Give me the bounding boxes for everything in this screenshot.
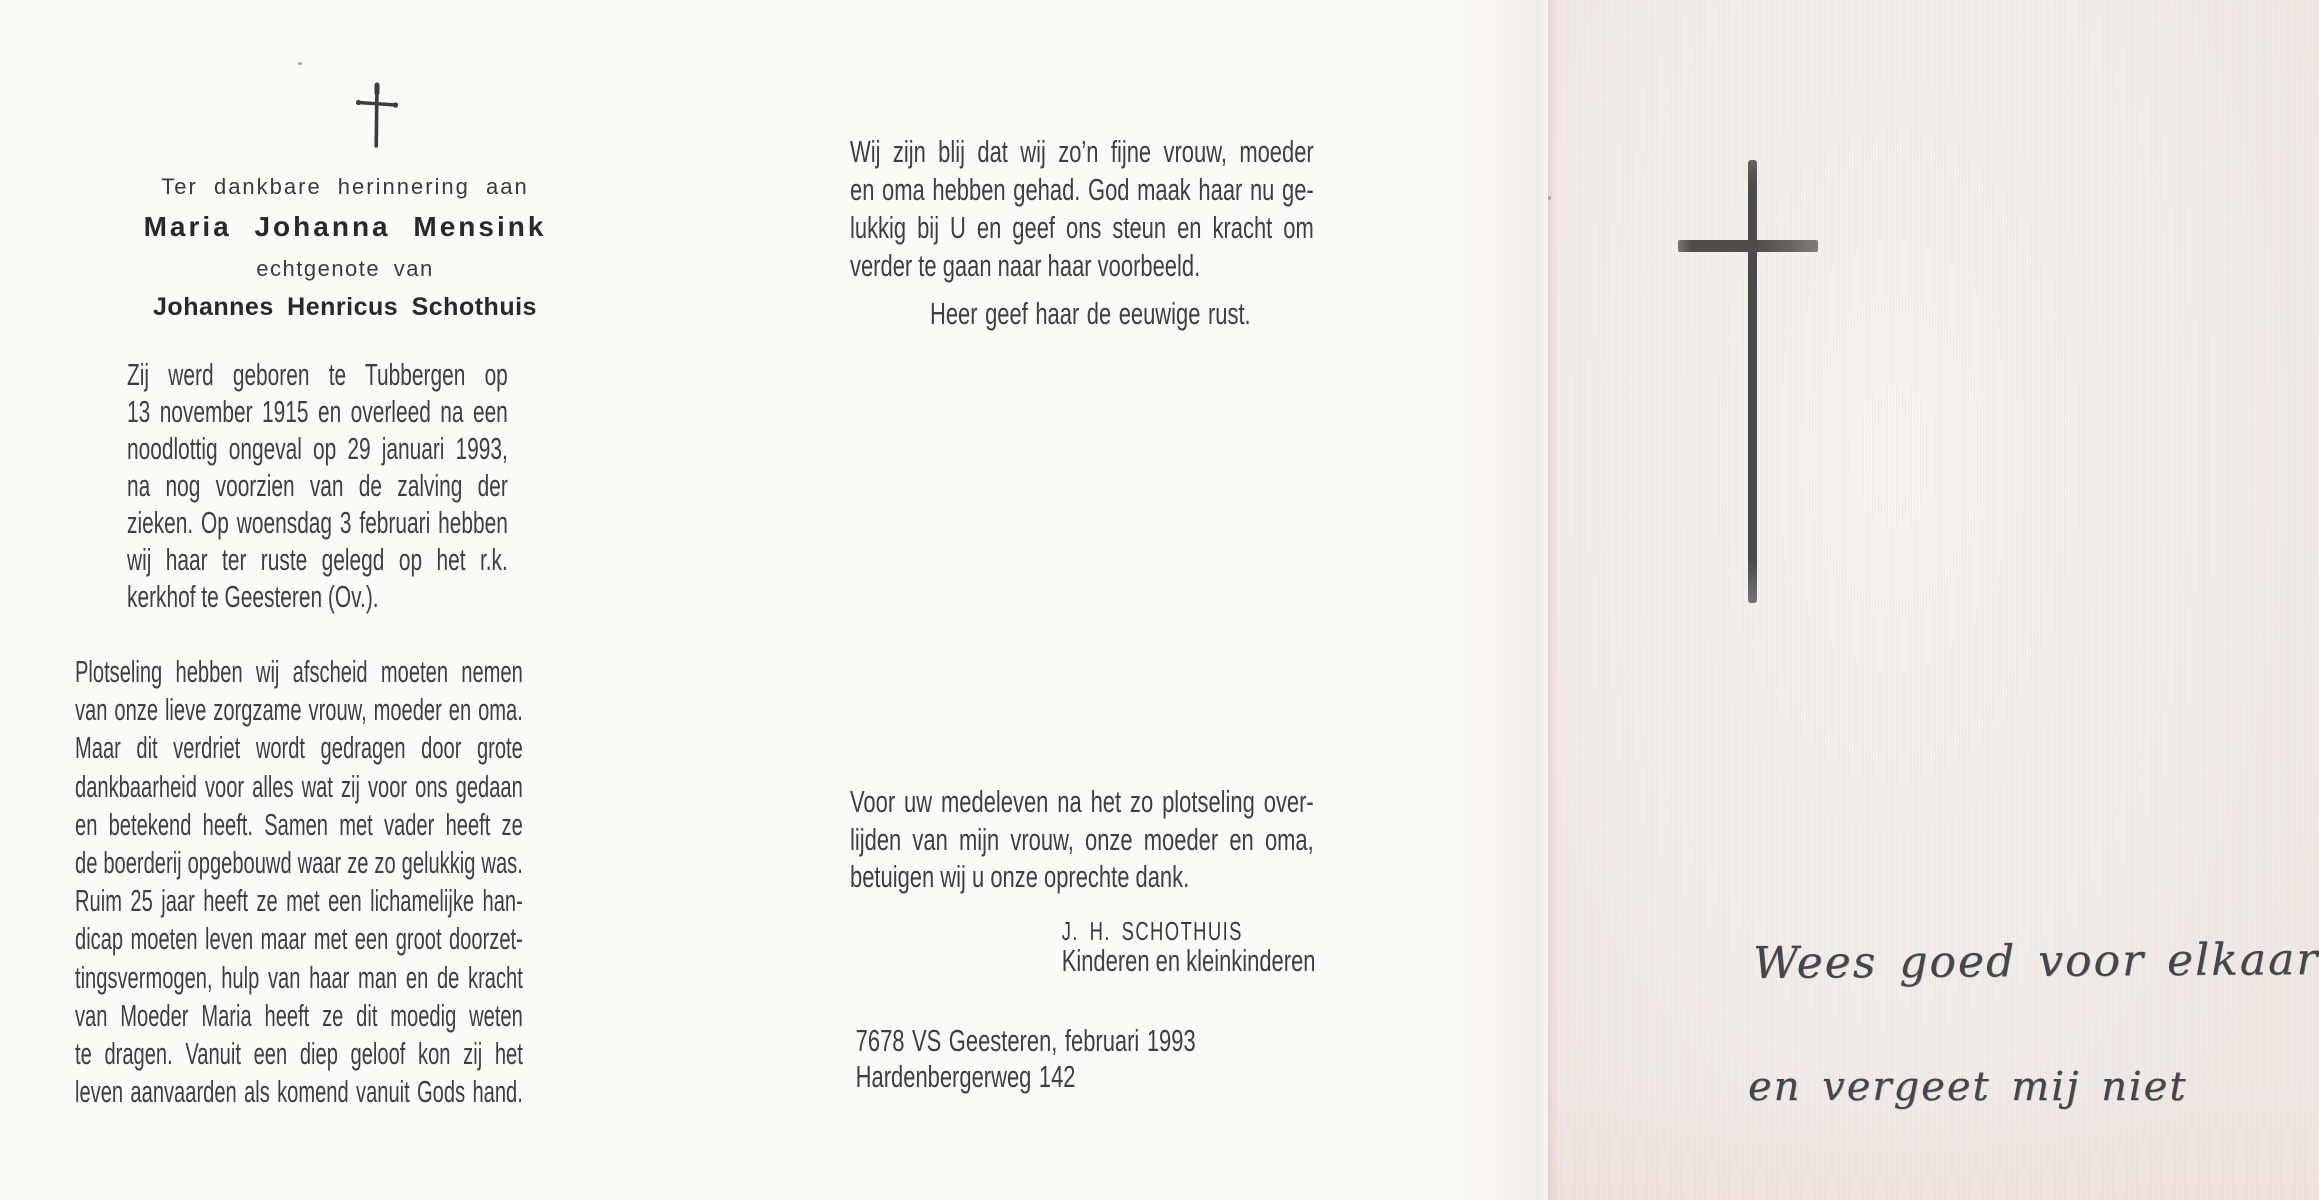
dust-speck: [1548, 196, 1551, 200]
thanks-paragraph: Voor uw medeleven na het zo plotseling over- lijden van mijn vrouw, onze moeder en oma, betuigen wij u onze oprechte dank.: [850, 784, 1314, 895]
middle-column: [850, 0, 1314, 1200]
cross-horizontal-bar: [1678, 240, 1818, 252]
motto-line-1: Wees goed voor elkaar: [1752, 934, 2319, 989]
cross-vertical-bar: [1748, 160, 1757, 603]
dust-speck: [298, 62, 302, 65]
memorial-intro-label: Ter dankbare herinnering aan: [161, 174, 529, 199]
spouse-name: Johannes Henricus Schothuis: [153, 293, 537, 321]
relation-label: echtgenote van: [256, 256, 434, 281]
gratitude-paragraph: Wij zijn blij dat wij zo’n fijne vrouw, moeder en oma hebben gehad. God maak haar nu ge- lukkig bij U en geef ons steun en kracht om verder te gaan naar haar voorbeeld.: [850, 134, 1314, 283]
signature-family: Kinderen en kleinkinderen: [1061, 943, 1316, 978]
address-line-1: 7678 VS Geesteren, februari 1993: [855, 1023, 1196, 1058]
prayer-line: Heer geef haar de eeuwige rust.: [930, 296, 1251, 331]
biography-paragraph: Zij werd geboren te Tubbergen op 13 november 1915 en overleed na een noodlottig ongeval op 29 januari 1993, na nog voorzien van de zalving der zieken. Op woensdag 3 februari hebben wij haar ter ruste gelegd op het r.k. kerkhof te Geesteren (Ov.).: [127, 357, 508, 614]
address-line-2: Hardenbergerweg 142: [855, 1059, 1076, 1094]
tribute-paragraph: Plotseling hebben wij afscheid moeten nemen van onze lieve zorgzame vrouw, moeder en oma. Maar dit verdriet wordt gedragen door grote dankbaarheid voor alles wat zij voor ons gedaan en betekend heeft. Samen met vader heeft ze de boerderij opgebouwd waar ze zo gelukkig was. Ruim 25 jaar heeft ze met een lichamelijke han- dicap moeten leven maar met een groot doorzet- tingsvermogen, hulp van haar man en de kracht van Moeder Maria heeft ze dit moedig weten te dragen. Vanuit een diep geloof kon zij het leven aanvaarden als komend vanuit Gods hand.: [75, 654, 523, 1110]
right-page: [1548, 0, 2319, 1200]
motto-line-2: en vergeet mij niet: [1748, 1064, 2188, 1110]
deceased-name: Maria Johanna Mensink: [143, 211, 547, 242]
signature-name: J. H. SCHOTHUIS: [1061, 916, 1243, 946]
cross-icon: [347, 81, 407, 151]
